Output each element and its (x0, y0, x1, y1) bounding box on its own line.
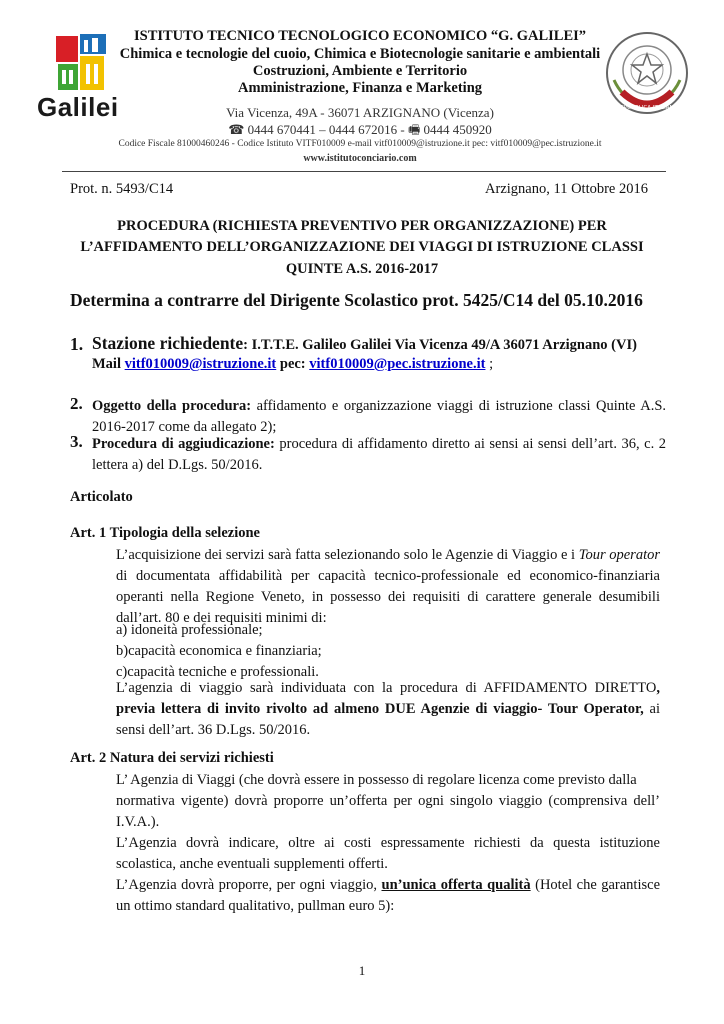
art-1-paragraph-2 (116, 678, 660, 741)
pec-link[interactable]: vitf010009@pec.istruzione.it (309, 356, 486, 372)
letterhead (0, 0, 724, 175)
procedure-title (70, 216, 654, 280)
requirements-list (116, 620, 322, 683)
art-1-paragraph-1 (116, 545, 660, 629)
determina-heading: Determina a contrarre del Dirigente Scolastico prot. 5425/C14 del 05.10.2016 (70, 290, 643, 310)
header-phones: ☎ 0444 670441 – 0444 672016 - 🖷 0444 450920 (228, 122, 492, 137)
item-3-label: Procedura di aggiudicazione: (92, 436, 275, 452)
art-1-p2-start: L’agenzia di viaggio sarà individuata con la procedura di AFFIDAMENTO DIRETTO (116, 680, 657, 696)
art-2-paragraph-2: L’Agenzia dovrà indicare, oltre ai costi espressamente richiesti da questa istituzione scolastica, anche eventuali supplementi offerti. (116, 835, 660, 873)
art-2-heading: Art. 2 Natura dei servizi richiesti (70, 750, 274, 766)
header-course-line-2: Costruzioni, Ambiente e Territorio (252, 63, 468, 79)
requirement-c: c)capacità tecniche e professionali. (116, 664, 319, 681)
header-divider (62, 171, 666, 172)
item-2-number: 2. (70, 394, 83, 413)
mail-label: Mail (92, 356, 121, 372)
header-address: Via Vicenza, 49A - 36071 ARZIGNANO (Vicenza) (226, 105, 494, 120)
item-1-text: : I.T.T.E. Galileo Galilei Via Vicenza 49/A 36071 Arzignano (VI) (243, 337, 637, 353)
document-date: Arzignano, 11 Ottobre 2016 (485, 181, 648, 197)
page-number: 1 (358, 963, 366, 978)
art-2-p3-end: (Hotel che garantisce un ottimo standard qualitativo, pullman euro 5): (116, 877, 661, 915)
emblem-ribbon-text: REPUBBLICA ITALIANA (616, 105, 678, 111)
header-website: www.istitutoconciario.com (303, 153, 417, 164)
art-2-p1-rest: normativa vigente) dovrà proporre un’offerta per ogni singolo viaggio (comprensiva dell’ I.V.A.). (116, 793, 660, 831)
header-codes: Codice Fiscale 81000460246 - Codice Istituto VITF010009 e-mail vitf010009@istruzione.it pec: vitf010009@pec.istruzione.it (118, 139, 602, 149)
item-1-number: 1. (70, 334, 84, 354)
item-3-procedura (92, 434, 666, 476)
item-2-text: affidamento e organizzazione viaggi di istruzione classi Quinte A.S. 2016-2017 come da allegato 2); (92, 398, 667, 436)
articolato-heading: Articolato (70, 489, 133, 505)
header-course-line-3: Amministrazione, Finanza e Marketing (237, 80, 483, 96)
pec-label: pec: (279, 356, 306, 372)
art-1-heading: Art. 1 Tipologia della selezione (70, 525, 260, 541)
title-line-1: PROCEDURA (RICHIESTA PREVENTIVO PER ORGANIZZAZIONE) PER (117, 218, 607, 234)
school-logo-text: Galilei (37, 92, 119, 122)
mail-link[interactable]: vitf010009@istruzione.it (124, 356, 277, 372)
art-2-p3-start: L’Agenzia dovrà proporre, per ogni viaggio, (116, 877, 382, 893)
art-1-p2-end: ai sensi dell’art. 36 D.Lgs. 50/2016. (116, 701, 660, 739)
requirement-b: b)capacità economica e finanziaria; (116, 643, 322, 660)
item-2-oggetto (92, 396, 666, 438)
art-2-paragraph-3 (116, 875, 660, 917)
art-1-p1-italic: Tour operator (578, 547, 660, 563)
school-name: ISTITUTO TECNICO TECNOLOGICO ECONOMICO “G. GALILEI” (133, 28, 587, 44)
art-2-p1-line1: L’ Agenzia di Viaggi (che dovrà essere in possesso di regolare licenza come previsto dalla (116, 772, 637, 788)
item-1-end: ; (489, 356, 494, 372)
art-1-p1-end: di documentata affidabilità per capacità tecnico-professionale ed economico-finanziaria operanti nella Regione Veneto, in possesso dei requisiti di carattere generale desumibili dall’art. 80 e dei requisiti minimi di: (116, 568, 660, 627)
header-course-line-1: Chimica e tecnologie del cuoio, Chimica e Biotecnologie sanitarie e ambientali (119, 46, 601, 62)
art-1-p1-start: L’acquisizione dei servizi sarà fatta selezionando solo le Agenzie di Viaggio e i (116, 547, 579, 563)
title-line-2: L’AFFIDAMENTO DELL’ORGANIZZAZIONE DEI VIAGGI DI ISTRUZIONE CLASSI (80, 239, 644, 256)
italian-republic-emblem-icon (604, 30, 690, 116)
item-1-stazione (92, 333, 672, 373)
requirement-a: a) idoneità professionale; (116, 622, 263, 638)
art-1-p2-bold: , previa lettera di invito rivolto ad almeno DUE Agenzie di viaggio- Tour Operator, (116, 680, 660, 718)
item-3-number: 3. (70, 432, 83, 451)
title-line-3: QUINTE A.S. 2016-2017 (285, 260, 439, 277)
item-1-label: Stazione richiedente (92, 333, 244, 353)
item-3-text: procedura di affidamento diretto ai sensi ai sensi dell’art. 36, c. 2 lettera a) del D.Lgs. 50/2016. (92, 436, 667, 474)
protocol-number: Prot. n. 5493/C14 (70, 181, 174, 197)
art-2-p3-bold: un’unica offerta qualità (381, 877, 531, 893)
item-2-label: Oggetto della procedura: (92, 398, 252, 414)
